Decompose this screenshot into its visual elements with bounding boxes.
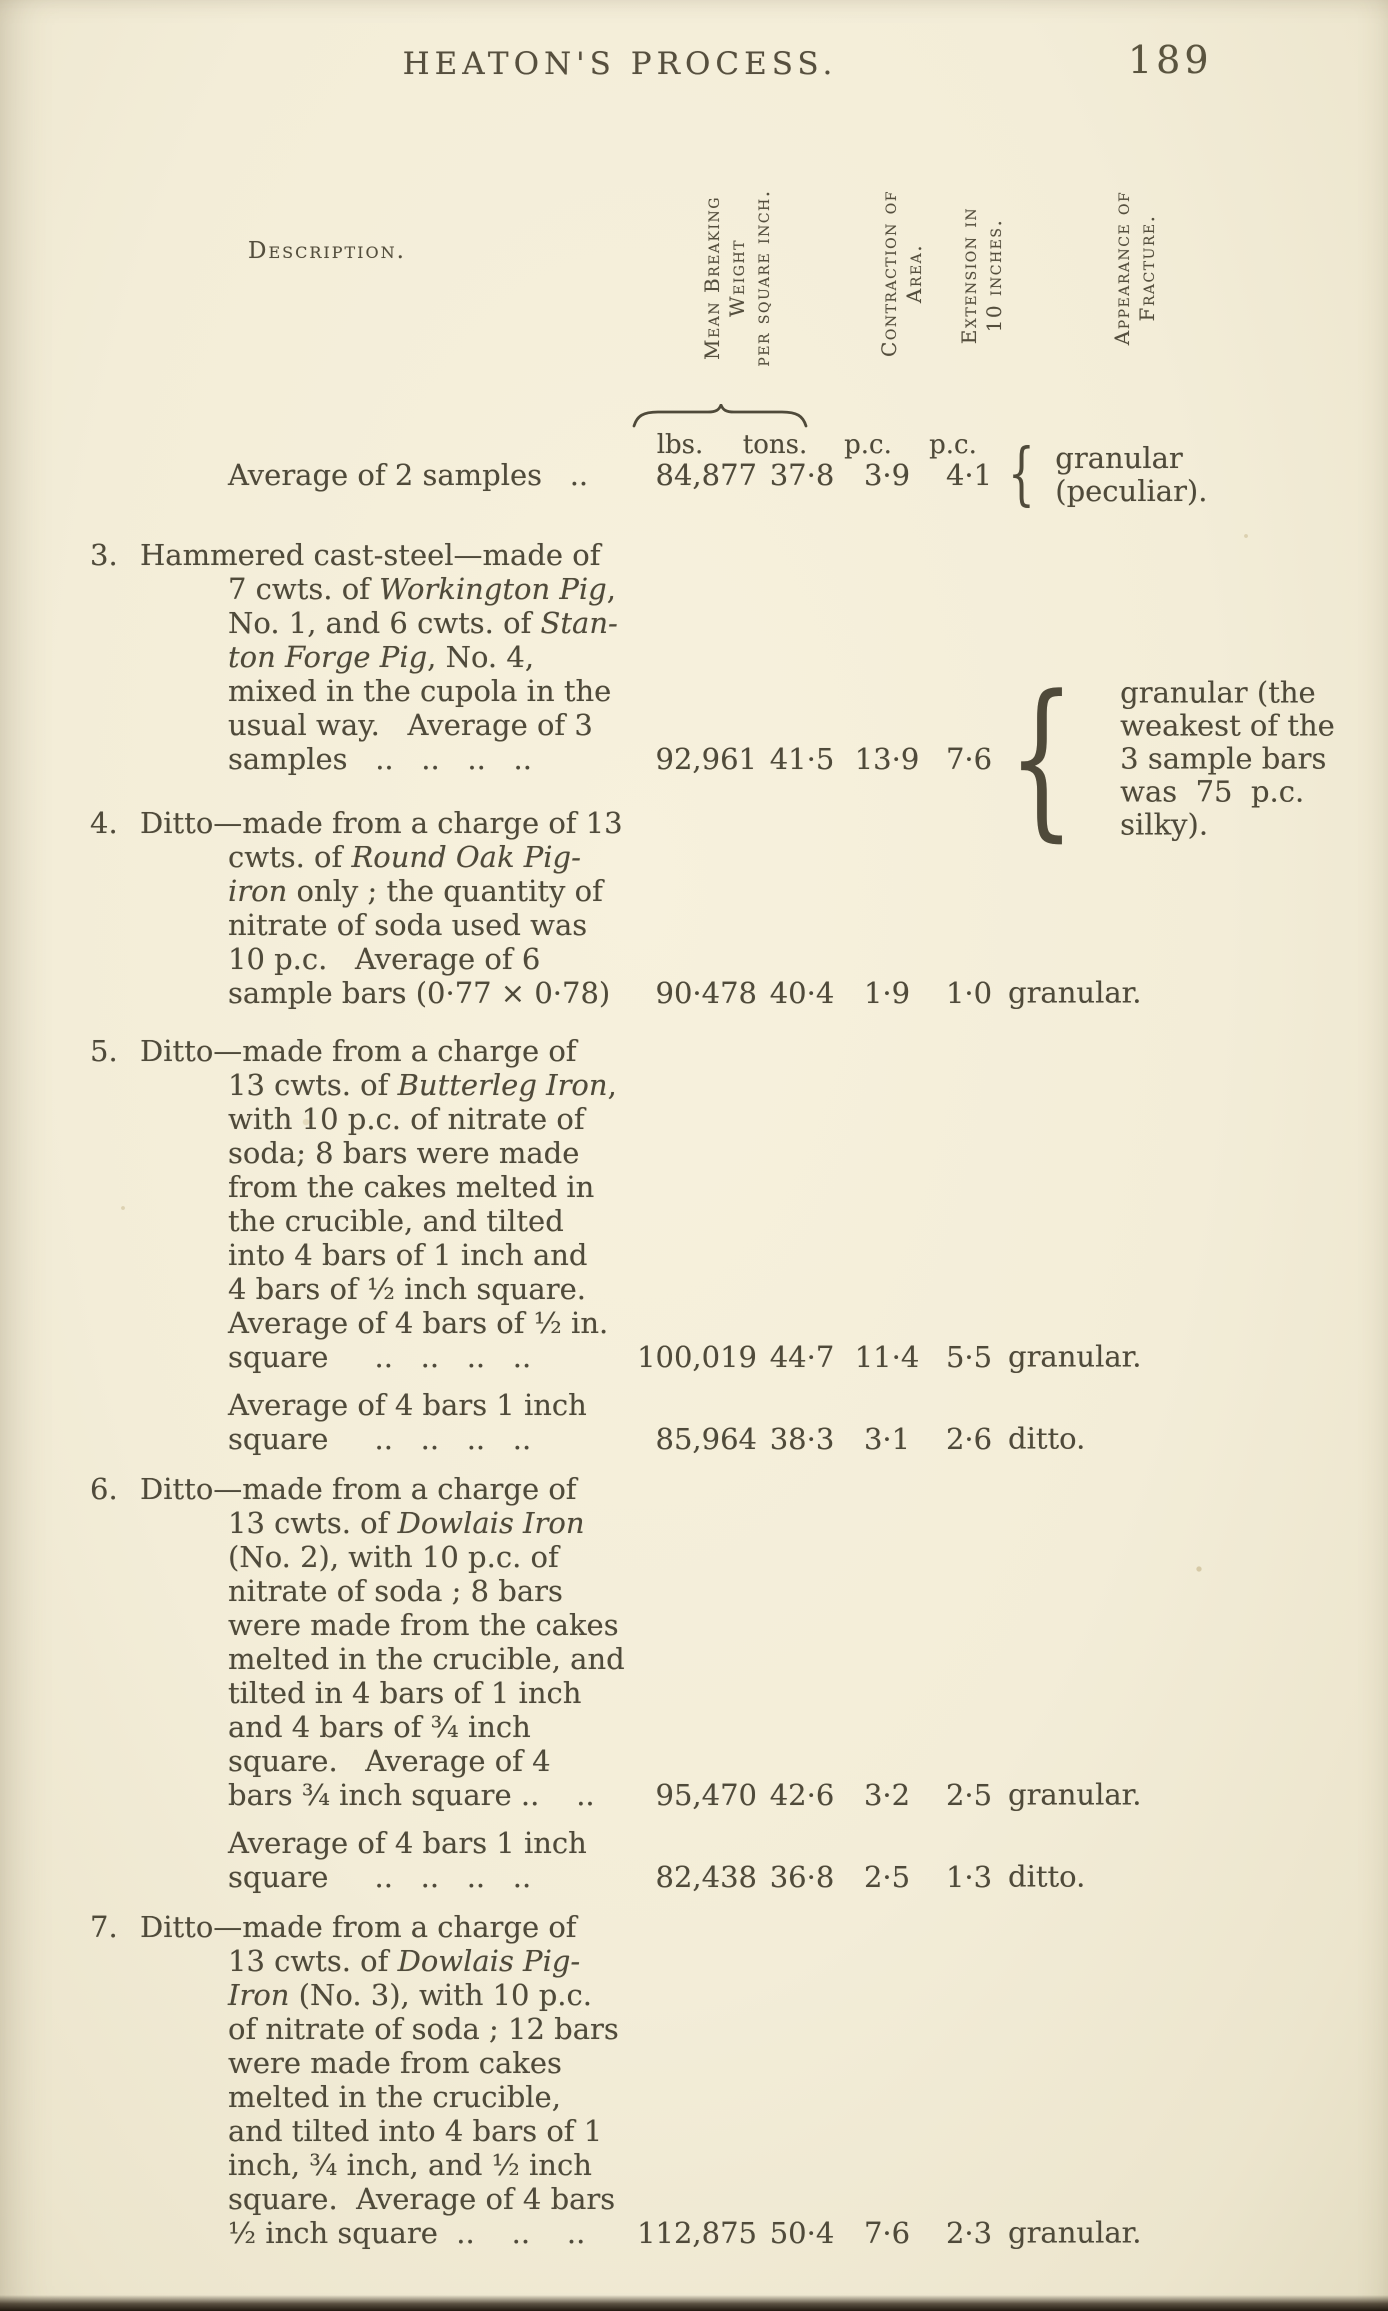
description-line: 10 p.c. Average of 6: [228, 942, 541, 976]
description-line: of nitrate of soda ; 12 bars: [228, 2012, 619, 2046]
description-line: and tilted into 4 bars of 1: [228, 2114, 603, 2148]
description-line: tilted in 4 bars of 1 inch: [228, 1676, 582, 1710]
fracture-text: [1008, 977, 1142, 1010]
row-description: [140, 1034, 638, 1374]
row-description: [228, 1826, 638, 1894]
value-tons: 38·3: [769, 1422, 835, 1456]
fracture-text: [1055, 442, 1207, 508]
description-line: nitrate of soda ; 8 bars: [228, 1574, 563, 1608]
description-line: the crucible, and tilted: [228, 1204, 564, 1238]
row-description: [140, 806, 638, 1010]
description-line: Iron (No. 3), with 10 p.c.: [228, 1978, 592, 2012]
row-number: 3.: [90, 538, 118, 572]
value-lbs: 90·478: [655, 976, 757, 1010]
description-line: soda; 8 bars were made: [228, 1136, 580, 1170]
fracture-note: [1008, 1861, 1085, 1894]
description-line: Average of 4 bars 1 inch: [228, 1388, 587, 1422]
fracture-line: granular.: [1008, 1777, 1142, 1812]
column-header-appearance-of-fracture: [1110, 158, 1160, 378]
description-line: with 10 p.c. of nitrate of: [228, 1102, 585, 1136]
page-bottom-shadow: [0, 2295, 1388, 2311]
description-line: ½ inch square .. .. ..: [228, 2216, 586, 2250]
table-row: [0, 1826, 1388, 1894]
description-line: Ditto—made from a charge of: [140, 1910, 577, 1944]
value-extension: 1·0: [945, 976, 993, 1010]
description-line: were made from cakes: [228, 2046, 562, 2080]
description-line: Ditto—made from a charge of 13: [140, 806, 623, 840]
description-line: iron only ; the quantity of: [228, 874, 603, 908]
value-contraction: 7·6: [863, 2216, 911, 2250]
value-tons: 50·4: [769, 2216, 835, 2250]
header-line: per square inch.: [750, 189, 774, 367]
value-contraction: 3·9: [863, 458, 911, 492]
row-number: 5.: [90, 1034, 118, 1068]
description-line: were made from the cakes: [228, 1608, 619, 1642]
fracture-text: [1008, 1861, 1085, 1894]
fracture-note: [1008, 435, 1208, 515]
value-lbs: 100,019: [637, 1340, 757, 1374]
table-row: [0, 1910, 1388, 2250]
description-line: into 4 bars of 1 inch and: [228, 1238, 588, 1272]
fracture-brace-icon: {: [1008, 659, 1076, 858]
value-contraction: 11·4: [854, 1340, 920, 1374]
value-contraction: 2·5: [863, 1860, 911, 1894]
description-line: bars ¾ inch square .. ..: [228, 1778, 595, 1812]
unit-label-tons: tons.: [742, 430, 808, 460]
row-number: 4.: [90, 806, 118, 840]
column-header-description: Description.: [248, 238, 406, 264]
value-contraction: 3·2: [863, 1778, 911, 1812]
row-number: 7.: [90, 1910, 118, 1944]
description-line: inch, ¾ inch, and ½ inch: [228, 2148, 592, 2182]
value-extension: 4·1: [945, 458, 993, 492]
fracture-line: (peculiar).: [1055, 474, 1208, 508]
description-line: No. 1, and 6 cwts. of Stan-: [228, 606, 618, 640]
description-line: Hammered cast-steel—made of: [140, 538, 601, 572]
unit-label-contraction-pc: p.c.: [844, 430, 892, 460]
fracture-line: silky).: [1120, 807, 1209, 842]
description-line: square .. .. .. ..: [228, 1422, 532, 1456]
page-title: HEATON'S PROCESS.: [402, 46, 838, 82]
header-line: Mean Breaking: [700, 196, 724, 360]
description-line: Ditto—made from a charge of: [140, 1034, 577, 1068]
fracture-note: [1008, 1341, 1142, 1374]
fracture-note: [1008, 1423, 1085, 1456]
description-line: melted in the crucible, and: [228, 1642, 625, 1676]
description-line: square. Average of 4 bars: [228, 2182, 616, 2216]
value-tons: 37·8: [769, 458, 835, 492]
column-header-mean-breaking-weight: [700, 158, 775, 398]
value-tons: 42·6: [769, 1778, 835, 1812]
description-line: 13 cwts. of Butterleg Iron,: [228, 1068, 617, 1102]
value-extension: 2·5: [945, 1778, 993, 1812]
fracture-line: ditto.: [1008, 1859, 1086, 1894]
header-line: 10 inches.: [982, 218, 1006, 333]
description-line: and 4 bars of ¾ inch: [228, 1710, 531, 1744]
description-line: Average of 4 bars of ½ in.: [228, 1306, 609, 1340]
units-brace: [630, 404, 810, 428]
fracture-line: granular.: [1008, 1339, 1142, 1374]
description-line: mixed in the cupola in the: [228, 674, 612, 708]
description-line: square. Average of 4: [228, 1744, 551, 1778]
table-row: [0, 1472, 1388, 1812]
value-extension: 1·3: [945, 1860, 993, 1894]
value-contraction: 1·9: [863, 976, 911, 1010]
description-line: melted in the crucible,: [228, 2080, 561, 2114]
description-line: square .. .. .. ..: [228, 1340, 532, 1374]
fracture-text: [1008, 2217, 1142, 2250]
header-line: Weight: [725, 238, 749, 318]
value-lbs: 95,470: [655, 1778, 757, 1812]
fracture-text: [1008, 1779, 1142, 1812]
row-description: [228, 1388, 638, 1456]
fracture-line: weakest of the: [1120, 708, 1335, 743]
column-header-contraction-of-area: [877, 161, 927, 386]
value-tons: 41·5: [769, 742, 835, 776]
description-line: 13 cwts. of Dowlais Iron: [228, 1506, 585, 1540]
value-tons: 44·7: [769, 1340, 835, 1374]
value-tons: 40·4: [769, 976, 835, 1010]
header-line: Area.: [902, 243, 926, 304]
fracture-line: granular (the: [1120, 675, 1316, 710]
row-description: [228, 458, 638, 492]
description-line: samples .. .. .. ..: [228, 742, 532, 776]
description-line: Ditto—made from a charge of: [140, 1472, 577, 1506]
row-description: [140, 538, 638, 776]
row-description: [140, 1910, 638, 2250]
fracture-note: [1008, 977, 1142, 1010]
description-line: 7 cwts. of Workington Pig,: [228, 572, 616, 606]
fracture-line: was 75 p.c.: [1120, 774, 1305, 809]
fracture-line: granular: [1055, 441, 1183, 475]
value-lbs: 85,964: [655, 1422, 757, 1456]
description-line: square .. .. .. ..: [228, 1860, 532, 1894]
description-line: Average of 2 samples ..: [228, 458, 589, 492]
value-contraction: 3·1: [863, 1422, 911, 1456]
description-line: Average of 4 bars 1 inch: [228, 1826, 587, 1860]
value-extension: 2·3: [945, 2216, 993, 2250]
header-line: Appearance of: [1110, 190, 1134, 346]
page-number: 189: [1128, 38, 1213, 82]
fracture-line: 3 sample bars: [1120, 741, 1327, 776]
header-line: Contraction of: [877, 190, 901, 357]
row-description: [140, 1472, 638, 1812]
unit-label-lbs: lbs.: [656, 430, 704, 460]
description-line: sample bars (0·77 × 0·78): [228, 976, 611, 1010]
fracture-note: [1008, 1779, 1142, 1812]
table-row: [0, 1388, 1388, 1456]
description-line: ton Forge Pig, No. 4,: [228, 640, 535, 674]
header-line: Extension in: [957, 206, 981, 345]
description-line: 13 cwts. of Dowlais Pig-: [228, 1944, 581, 1978]
description-line: cwts. of Round Oak Pig-: [228, 840, 581, 874]
fracture-line: granular.: [1008, 2215, 1142, 2250]
unit-label-extension-pc: p.c.: [929, 430, 977, 460]
description-line: from the cakes melted in: [228, 1170, 595, 1204]
description-line: 4 bars of ½ inch square.: [228, 1272, 586, 1306]
table-row: [0, 1034, 1388, 1374]
description-line: (No. 2), with 10 p.c. of: [228, 1540, 559, 1574]
fracture-note: [1008, 2217, 1142, 2250]
value-lbs: 84,877: [655, 458, 757, 492]
fracture-brace-icon: {: [1008, 435, 1035, 515]
value-lbs: 92,961: [655, 742, 757, 776]
value-contraction: 13·9: [854, 742, 920, 776]
fracture-text: [1008, 1423, 1085, 1456]
value-lbs: 82,438: [655, 1860, 757, 1894]
fracture-text: [1008, 1341, 1142, 1374]
header-line: Fracture.: [1135, 214, 1159, 322]
value-extension: 2·6: [945, 1422, 993, 1456]
description-line: usual way. Average of 3: [228, 708, 593, 742]
column-header-extension-in-10-inches: [957, 163, 1007, 388]
fracture-line: ditto.: [1008, 1421, 1086, 1456]
row-number: 6.: [90, 1472, 118, 1506]
value-extension: 7·6: [945, 742, 993, 776]
value-extension: 5·5: [945, 1340, 993, 1374]
fracture-line: granular.: [1008, 975, 1142, 1010]
value-lbs: 112,875: [637, 2216, 757, 2250]
value-tons: 36·8: [769, 1860, 835, 1894]
table-row: [0, 806, 1388, 1010]
description-line: nitrate of soda used was: [228, 908, 588, 942]
